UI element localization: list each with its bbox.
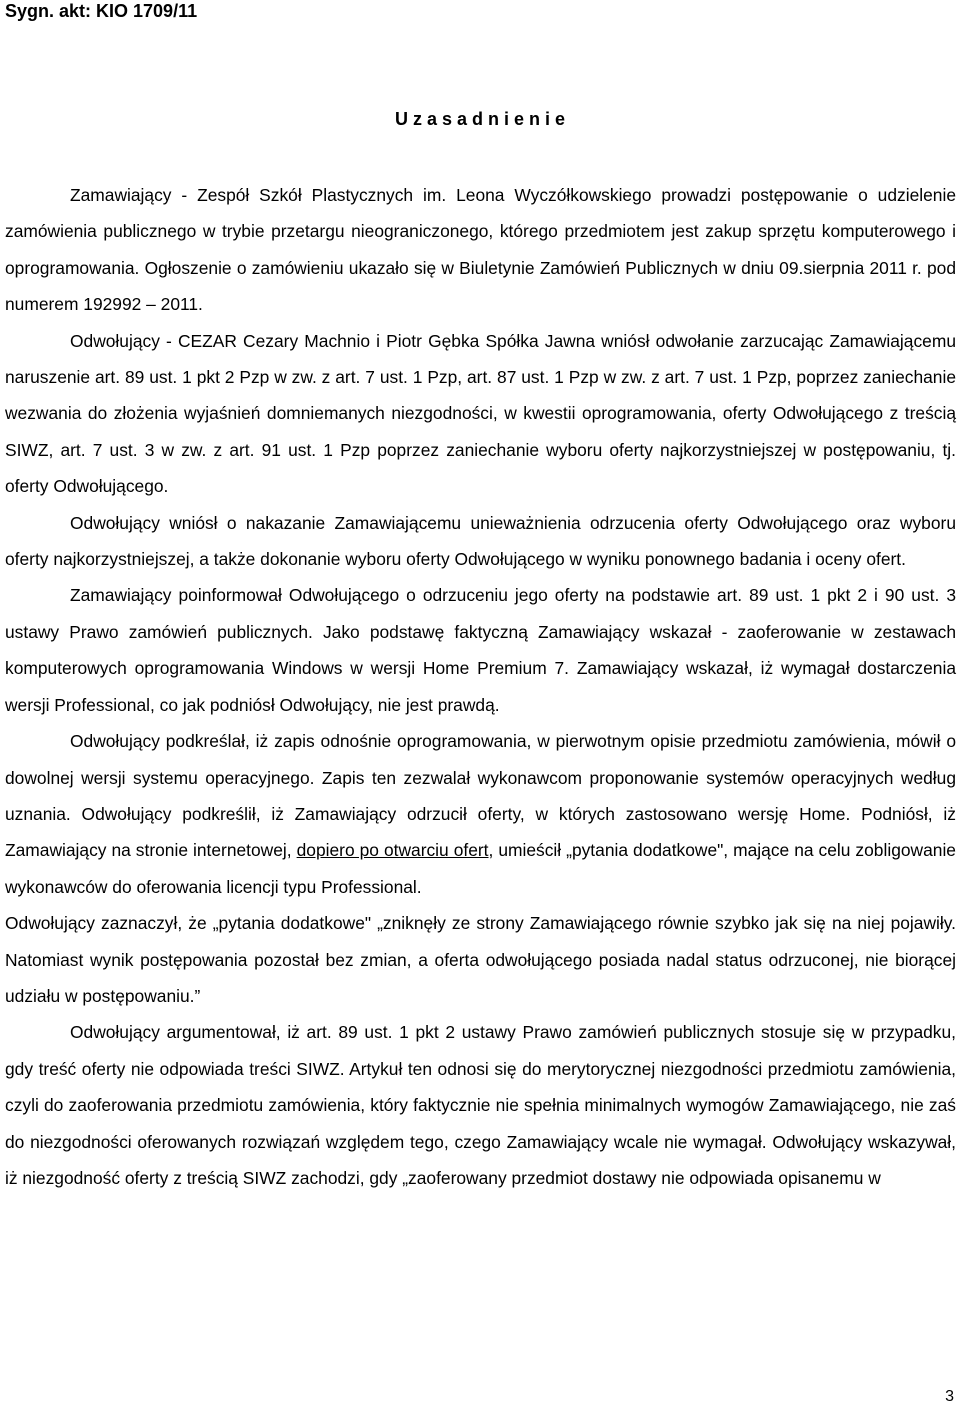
paragraph-5 <box>5 723 956 905</box>
underlined-phrase: dopiero po otwarciu ofert <box>296 840 489 861</box>
paragraph-4: Zamawiający poinformował Odwołującego o odrzuceniu jego oferty na podstawie art. 89 ust. 1 pkt 2 i 90 ust. 3 ustawy Prawo zamówień publicznych. Jako podstawę faktyczną Zamawiający wskazał - zaoferowanie w zestawach komputerowych oprogramowania Windows w wersji Home Premium 7. Zamawiający wskazał, iż wymagał dostarczenia wersji Professional, co jak podniósł Odwołujący, nie jest prawdą. <box>5 585 956 715</box>
case-signature: Sygn. akt: KIO 1709/11 <box>5 1 198 21</box>
paragraph-3: Odwołujący wniósł o nakazanie Zamawiającemu unieważnienia odrzucenia oferty Odwołującego oraz wyboru oferty najkorzystniejszej, a także dokonanie wyboru oferty Odwołującego w wyniku ponownego badania i oceny ofert. <box>5 512 956 570</box>
paragraph-6: Odwołujący zaznaczył, że „pytania dodatkowe" „zniknęły ze strony Zamawiającego równie szybko jak się na niej pojawiły. Natomiast wynik postępowania pozostał bez zmian, a oferta odwołującego posiada nadal status odrzuconej, nie biorącej udziału w postępowaniu.” <box>5 913 956 1006</box>
paragraph-2: Odwołujący - CEZAR Cezary Machnio i Piotr Gębka Spółka Jawna wniósł odwołanie zarzucając Zamawiającemu naruszenie art. 89 ust. 1 pkt 2 Pzp w zw. z art. 7 ust. 1 Pzp, art. 87 ust. 1 Pzp w zw. z art. 7 ust. 1 Pzp, poprzez zaniechanie wezwania do złożenia wyjaśnień domniemanych niezgodności, w kwestii oprogramowania, oferty Odwołującego z treścią SIWZ, art. 7 ust. 3 w zw. z art. 91 ust. 1 Pzp poprzez zaniechanie wyboru oferty najkorzystniejszej w postępowaniu, tj. oferty Odwołującego. <box>5 330 956 497</box>
paragraph-5-text-before: Odwołujący podkreślał, iż zapis odnośnie oprogramowania, w pierwotnym opisie przedmiotu zamówienia, mówił o dowolnej wersji systemu operacyjnego. Zapis ten zezwalał wykonawcom proponowanie systemów operacyjnych według uznania. Odwołujący podkreślił, iż Zamawiający odrzucił oferty, w których zastosowano wersję Home. Podniósł, iż Zamawiający na stronie internetowej, <box>5 731 956 861</box>
paragraph-1: Zamawiający - Zespół Szkół Plastycznych im. Leona Wyczółkowskiego prowadzi postępowanie o udzielenie zamówienia publicznego w trybie przetargu nieograniczonego, którego przedmiotem jest zakup sprzętu komputerowego i oprogramowania. Ogłoszenie o zamówieniu ukazało się w Biuletynie Zamówień Publicznych w dniu 09.sierpnia 2011 r. pod numerem 192992 – 2011. <box>5 185 956 315</box>
paragraph-5-text-after: , umieścił „pytania dodatkowe", mające na celu zobligowanie wykonawców do oferowania licencji typu Professional. <box>5 840 956 897</box>
paragraph-7: Odwołujący argumentował, iż art. 89 ust. 1 pkt 2 ustawy Prawo zamówień publicznych stosuje się w przypadku, gdy treść oferty nie odpowiada treści SIWZ. Artykuł ten odnosi się do merytorycznej niezgodności przedmiotu zamówienia, czyli do zaoferowania przedmiotu zamówienia, który faktycznie nie spełnia minimalnych wymogów Zamawiającego, nie zaś do niezgodności oferowanych rozwiązań względem tego, czego Zamawiający wcale nie wymagał. Odwołujący wskazywał, iż niezgodność oferty z treścią SIWZ zachodzi, gdy „zaoferowany przedmiot dostawy nie odpowiada opisanemu w <box>5 1022 956 1188</box>
page-number: 3 <box>945 1388 954 1405</box>
document-body <box>5 177 956 1196</box>
document-title: U z a s a d n i e n i e <box>394 109 566 129</box>
